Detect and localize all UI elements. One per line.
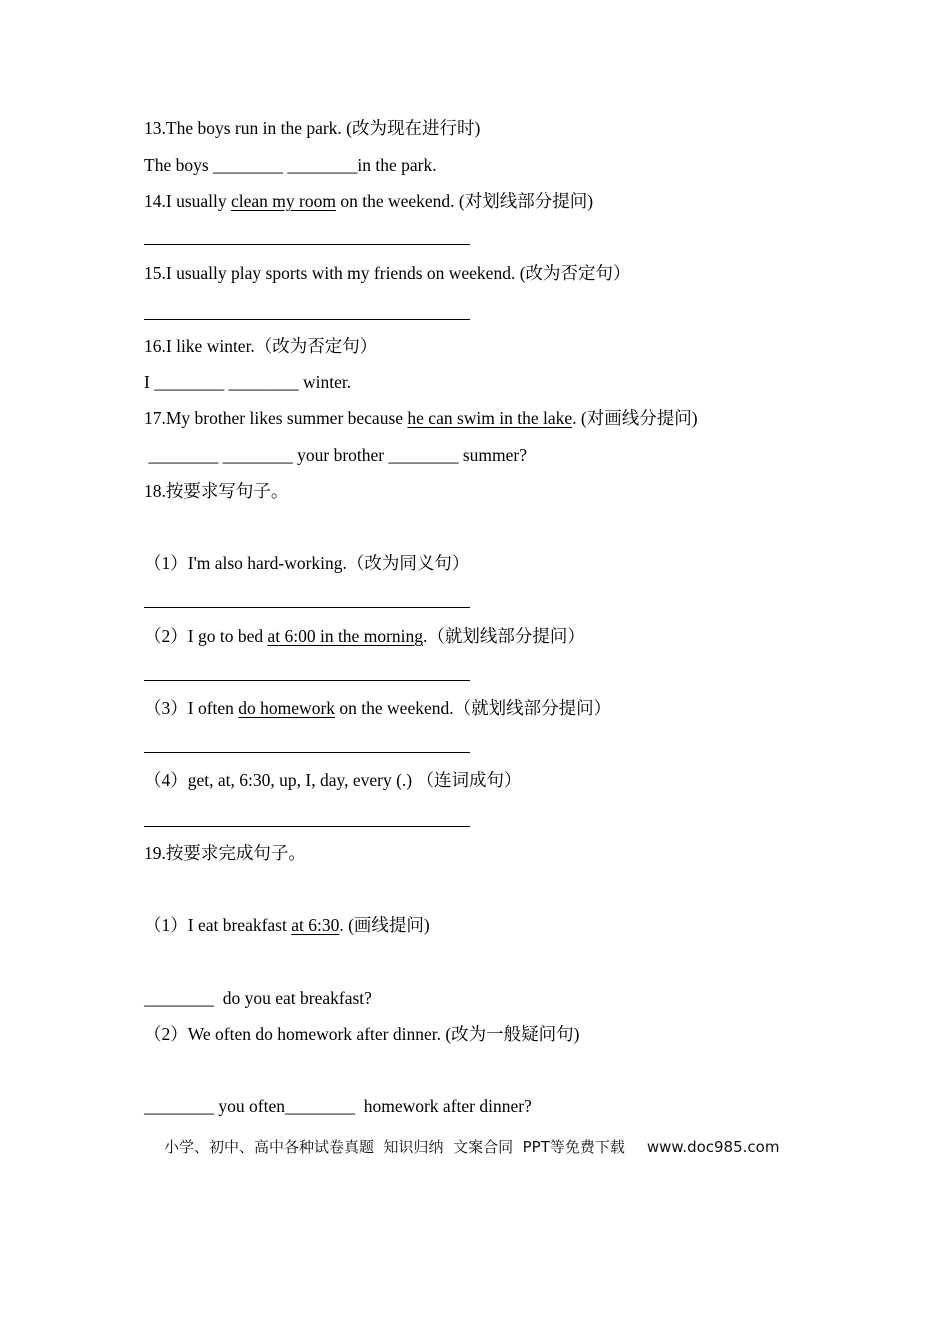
- page-footer: [164, 1137, 779, 1157]
- q18-sub3: [144, 697, 611, 719]
- q18-sub3-pre: （3）I often: [144, 698, 239, 718]
- q16-question: 16.I like winter.（改为否定句）: [144, 336, 378, 356]
- q18-sub2-rule: [144, 680, 470, 681]
- q15-answer-rule: [144, 319, 470, 320]
- q19-sub2: （2）We often do homework after dinner. (改为一般疑问句): [144, 1024, 580, 1044]
- q18-sub1: （1）I'm also hard-working.（改为同义句）: [144, 553, 470, 573]
- q17-underlined: he can swim in the lake: [407, 408, 573, 428]
- q13-question: 13.The boys run in the park. (改为现在进行时): [144, 118, 481, 138]
- q17-text-pre: 17.My brother likes summer because: [144, 408, 408, 428]
- q18-sub4: （4）get, at, 6:30, up, I, day, every (.) （连词成句）: [144, 770, 522, 790]
- q19-answer1: ________ do you eat breakfast?: [144, 988, 372, 1008]
- q19-title: 19.按要求完成句子。: [144, 843, 306, 863]
- q18-sub1-rule: [144, 607, 470, 608]
- q19-answer2: ________ you often________ homework after dinner?: [144, 1096, 532, 1116]
- q13-answer-line: The boys ________ ________in the park.: [144, 155, 437, 175]
- q19-sub1-pre: （1）I eat breakfast: [144, 915, 292, 935]
- q16-answer-line: I ________ ________ winter.: [144, 372, 352, 392]
- q18-title: 18.按要求写句子。: [144, 481, 289, 501]
- q14-answer-rule: [144, 244, 470, 245]
- q18-sub2-underlined: at 6:00 in the morning: [267, 626, 424, 646]
- q18-sub2-post: .（就划线部分提问）: [423, 626, 585, 646]
- q18-sub3-post: on the weekend.（就划线部分提问）: [335, 698, 612, 718]
- q18-sub4-rule: [144, 826, 470, 827]
- q19-sub1: [144, 914, 430, 936]
- q18-sub2: [144, 625, 585, 647]
- q14-question: [144, 190, 593, 212]
- footer-text: 小学、初中、高中各种试卷真题 知识归纳 文案合同 PPT等免费下载: [164, 1138, 625, 1156]
- q18-sub2-pre: （2）I go to bed: [144, 626, 268, 646]
- q19-sub1-underlined: at 6:30: [291, 915, 340, 935]
- q17-answer-line: ________ ________ your brother ________ summer?: [144, 445, 528, 465]
- footer-url[interactable]: www.doc985.com: [646, 1138, 780, 1156]
- q17-question: [144, 407, 698, 429]
- q14-underlined: clean my room: [231, 191, 336, 211]
- q18-sub3-rule: [144, 752, 470, 753]
- q14-text-pre: 14.I usually: [144, 191, 232, 211]
- q18-sub3-underlined: do homework: [238, 698, 336, 718]
- q14-text-post: on the weekend. (对划线部分提问): [335, 191, 594, 211]
- q15-question: 15.I usually play sports with my friends on weekend. (改为否定句）: [144, 263, 631, 283]
- q17-text-post: . (对画线分提问): [572, 408, 698, 428]
- q19-sub1-post: . (画线提问): [339, 915, 430, 935]
